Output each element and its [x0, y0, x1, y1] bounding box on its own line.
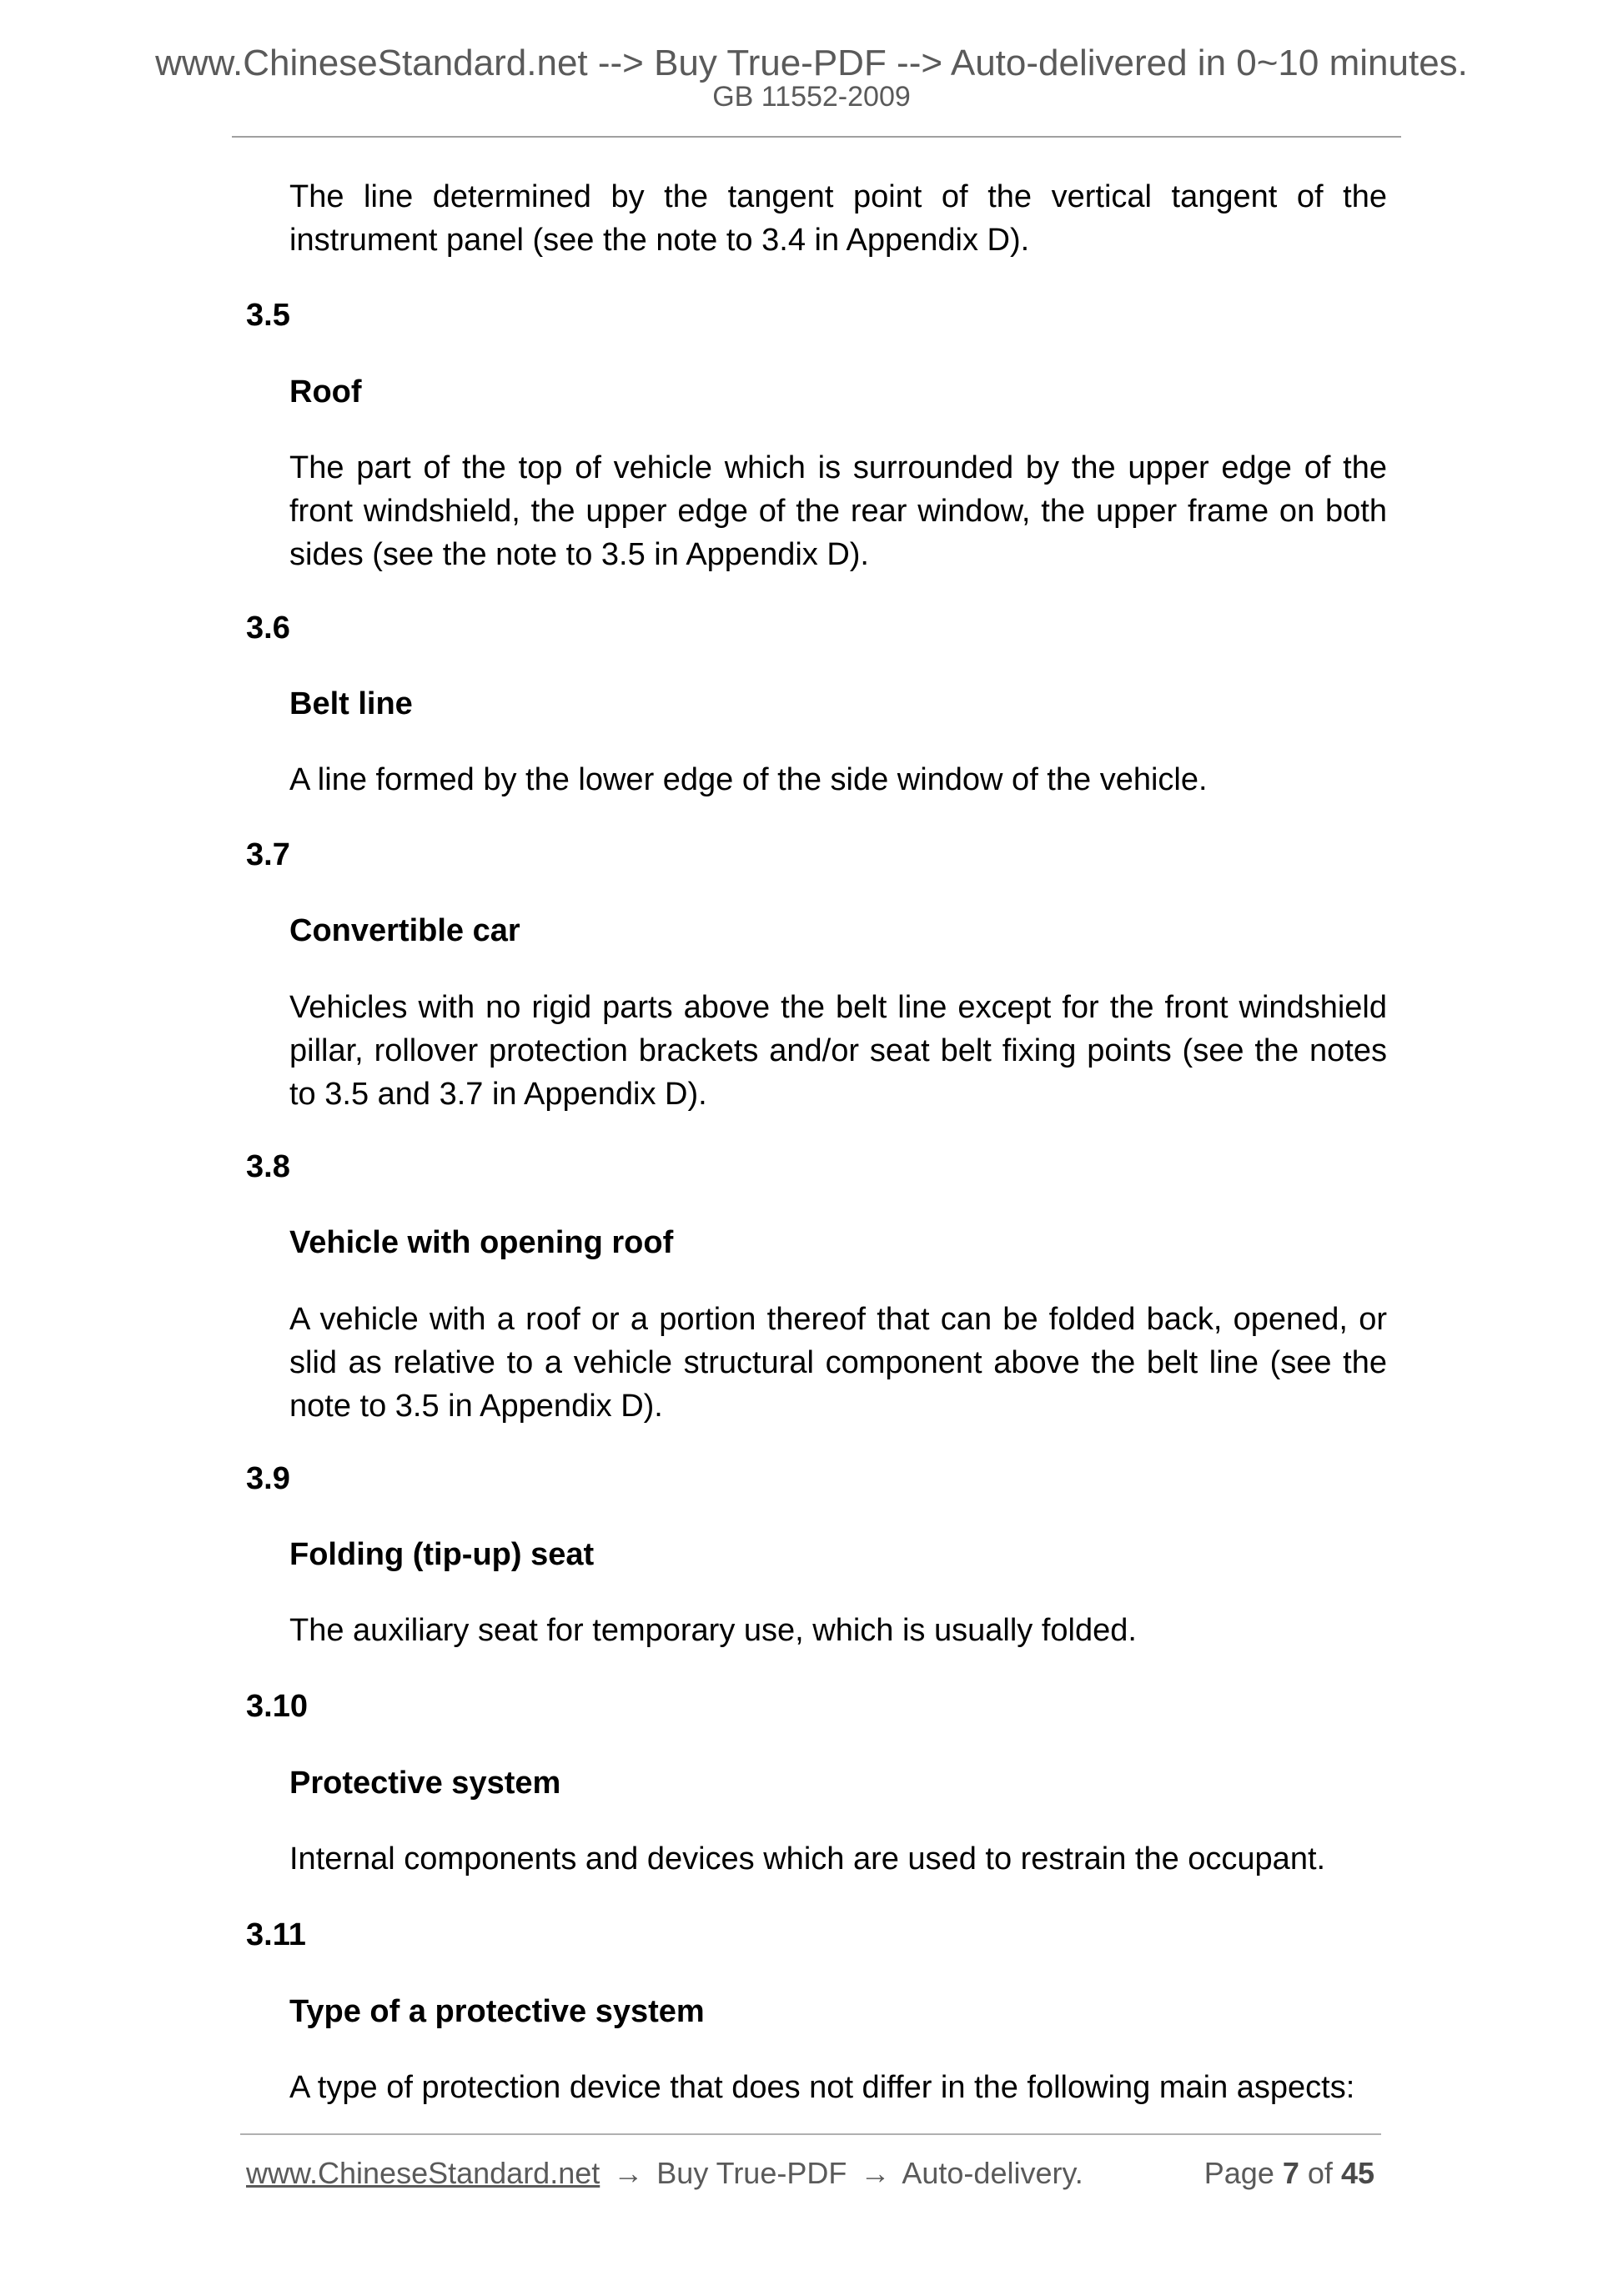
section-number-3-6: 3.6: [246, 610, 290, 646]
right-arrow-icon: →: [613, 2156, 644, 2190]
term-convertible-car: Convertible car: [289, 913, 520, 948]
definition-folding-seat: The auxiliary seat for temporary use, which is usually folded.: [289, 1613, 1137, 1648]
site-banner: www.ChineseStandard.net --> Buy True-PDF --> Auto-delivered in 0~10 minutes.: [155, 43, 1468, 83]
definition-roof: The part of the top of vehicle which is surrounded by the upper edge of the front windshield, the upper edge of the rear window, the upper frame on both sides (see the note to 3.5 in Appendix D).: [289, 450, 1387, 572]
right-arrow-icon: →: [860, 2156, 891, 2190]
term-folding-seat: Folding (tip-up) seat: [289, 1537, 595, 1572]
section-number-3-10: 3.10: [246, 1689, 308, 1724]
page-label: Page: [1203, 2156, 1274, 2190]
intro-paragraph: The line determined by the tangent point of the vertical tangent of the instrument panel (see the note to 3.4 in Appendix D).: [289, 179, 1387, 258]
footer-buy-text: Buy True-PDF: [656, 2156, 847, 2190]
footer-delivery-text: Auto-delivery.: [902, 2156, 1083, 2190]
definition-type-of-protective-system: A type of protection device that does not differ in the following main aspects:: [289, 2070, 1355, 2105]
definition-belt-line: A line formed by the lower edge of the side window of the vehicle.: [289, 762, 1208, 797]
term-roof: Roof: [289, 374, 362, 409]
footer-site-link[interactable]: www.ChineseStandard.net: [246, 2156, 600, 2190]
term-protective-system: Protective system: [289, 1766, 561, 1801]
page-indicator: [1204, 2153, 1374, 2193]
page-number: 7: [1282, 2156, 1299, 2190]
term-type-of-protective-system: Type of a protective system: [289, 1994, 705, 2029]
page-footer: [246, 2153, 1374, 2193]
section-number-3-11: 3.11: [246, 1917, 306, 1952]
section-number-3-5: 3.5: [246, 298, 290, 333]
section-number-3-8: 3.8: [246, 1149, 290, 1184]
term-vehicle-with-opening-roof: Vehicle with opening roof: [289, 1225, 674, 1260]
definition-vehicle-with-opening-roof: A vehicle with a roof or a portion thereof that can be folded back, opened, or slid as relative to a vehicle structural component above the belt line (see the note to 3.5 in Appendix D).: [289, 1302, 1387, 1424]
of-label: of: [1307, 2156, 1333, 2190]
footer-divider: [240, 2133, 1381, 2135]
section-number-3-7: 3.7: [246, 837, 290, 872]
standard-code: GB 11552-2009: [712, 81, 911, 113]
header-divider: [232, 136, 1401, 138]
definition-convertible-car: Vehicles with no rigid parts above the belt line except for the front windshield pillar, rollover protection brackets and/or seat belt fixing points (see the notes to 3.5 and 3.7 in Appendix D).: [289, 990, 1387, 1112]
term-belt-line: Belt line: [289, 686, 413, 721]
section-number-3-9: 3.9: [246, 1461, 290, 1496]
total-pages: 45: [1340, 2156, 1374, 2190]
definition-protective-system: Internal components and devices which are used to restrain the occupant.: [289, 1841, 1326, 1876]
